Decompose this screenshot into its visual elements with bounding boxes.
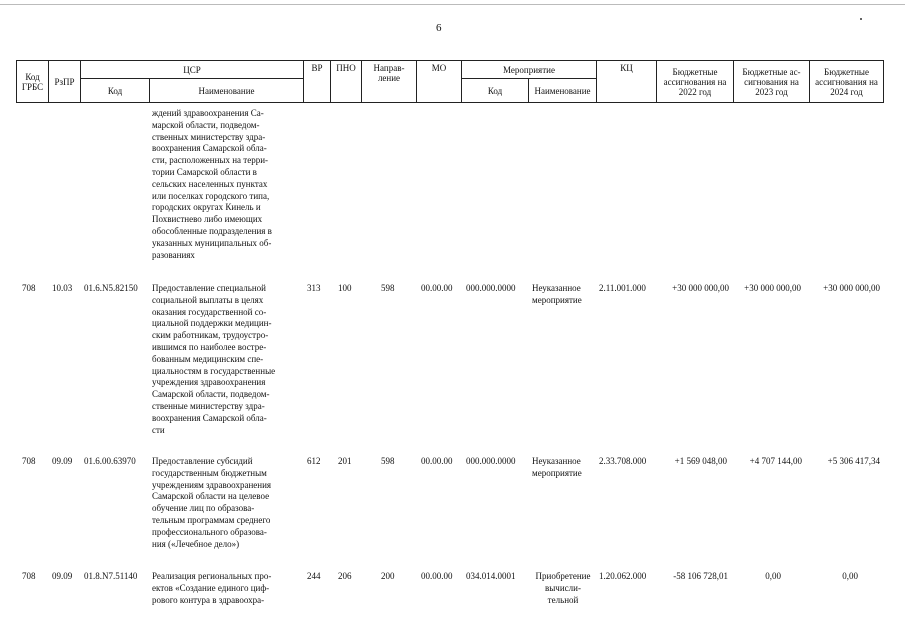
cell-csr-name (152, 456, 300, 550)
cell-vr: 313 (307, 283, 321, 293)
name-text-line: учреждения здравоохранения (152, 377, 266, 388)
page-number: 6 (436, 22, 442, 34)
cell-pno: 201 (338, 456, 352, 466)
cell-kc: 2.11.001.000 (599, 283, 646, 293)
cell-budget-2023: 0,00 (765, 571, 781, 581)
cell-budget-2024: +5 306 417,34 (827, 456, 880, 466)
name-text-line: Самарской области, подведом- (152, 389, 270, 400)
cell-csr-kod: 01.8.N7.51140 (84, 571, 138, 581)
header-budget-2024: Бюджетные ассигнования на 2024 год (809, 60, 884, 103)
cell-budget-2022: -58 106 728,01 (673, 571, 728, 581)
cell-mo: 00.00.00 (421, 283, 453, 293)
name-text-line: учреждениям здравоохранения (152, 479, 272, 490)
meropr-name-line: Приобретение (535, 571, 591, 581)
name-text-line: ждений здравоохранения Са- (152, 108, 264, 118)
cell-csr-kod: 01.6.N5.82150 (84, 283, 138, 293)
cell-napravlenie: 598 (381, 456, 395, 466)
cell-kc: 1.20.062.000 (599, 571, 647, 581)
scan-speck (860, 18, 862, 20)
cell-napravlenie: 200 (381, 571, 395, 581)
header-meropr-name: Наименование (528, 78, 597, 103)
cell-budget-2022: +1 569 048,00 (674, 456, 727, 466)
header-pno: ПНО (330, 60, 362, 103)
cell-meropr-name (532, 456, 582, 480)
meropr-name-line: вычисли- (545, 582, 581, 593)
cell-pno: 206 (338, 571, 352, 581)
cell-budget-2023: +30 000 000,00 (744, 283, 801, 293)
cell-rzpr: 09.09 (52, 456, 73, 466)
cell-meropr-kod: 000.000.0000 (466, 456, 516, 466)
cell-napravlenie: 598 (381, 283, 395, 293)
name-text-line: циальной поддержки медицин- (152, 318, 272, 329)
scan-top-edge (0, 4, 905, 5)
cell-csr-kod: 01.6.00.63970 (84, 456, 136, 466)
name-text-line: ским работникам, трудоустро- (152, 330, 269, 341)
name-text-line: оказания государственной со- (152, 306, 267, 317)
cell-kc: 2.33.708.000 (599, 456, 647, 466)
header-csr: ЦСР (80, 60, 304, 79)
cell-pno: 100 (338, 283, 352, 293)
cell-mo: 00.00.00 (421, 571, 453, 581)
name-text-line: профессионального образова- (152, 526, 267, 537)
meropr-name-line: тельной (547, 594, 579, 605)
name-text-line: ектов «Создание единого циф- (152, 582, 270, 593)
name-text-line: тории Самарской области в (152, 166, 257, 177)
name-text-line: воохранения Самарской обла- (152, 412, 267, 423)
name-text-line: разованиях (152, 249, 195, 260)
cell-budget-2024: 0,00 (842, 571, 858, 581)
name-text-line: или поселках городского типа, (152, 190, 270, 201)
name-text-line: ившимся по наиболее востре- (152, 341, 267, 352)
name-text-line: ния («Лечебное дело») (152, 538, 240, 549)
name-text-line: тельным программам среднего (152, 514, 271, 525)
cell-vr: 612 (307, 456, 321, 466)
meropr-name-line: мероприятие (532, 467, 582, 478)
name-text-line: обособленные подразделения в (152, 225, 272, 236)
name-text-line: Предоставление субсидий (152, 456, 253, 466)
name-text-line: рового контура в здравоохра- (152, 594, 265, 605)
cell-budget-2023: +4 707 144,00 (749, 456, 802, 466)
meropr-name-line: мероприятие (532, 294, 582, 305)
name-text-line: городских округах Кинель и (152, 202, 261, 213)
cell-meropr-kod: 000.000.0000 (466, 283, 516, 293)
name-text-line: бованным медицинским спе- (152, 353, 264, 364)
name-text-line: Предоставление специальной (152, 283, 266, 293)
header-budget-2023: Бюджетные ас-сигнования на 2023 год (733, 60, 810, 103)
cell-grbs: 708 (22, 456, 36, 466)
cell-csr-name (152, 283, 300, 436)
cell-vr: 244 (307, 571, 321, 581)
name-text-line: ственные министерству здра- (152, 400, 265, 411)
header-budget-2022: Бюджетные ассигнования на 2022 год (656, 60, 734, 103)
name-text-line: государственным бюджетным (152, 467, 267, 478)
cell-csr-name (152, 571, 300, 606)
cell-grbs: 708 (22, 571, 36, 581)
header-vr: ВР (303, 60, 331, 103)
cell-mo: 00.00.00 (421, 456, 453, 466)
cell-grbs: 708 (22, 283, 36, 293)
cell-budget-2024: +30 000 000,00 (823, 283, 880, 293)
header-kc: КЦ (596, 60, 657, 103)
header-csr-kod: Код (80, 78, 150, 103)
name-text-line: сельских населенных пунктах (152, 178, 268, 189)
name-text-line: Реализация региональных про- (152, 571, 272, 581)
header-csr-name: Наименование (149, 78, 304, 103)
name-text-line: ственных министерству здра- (152, 131, 266, 142)
cell-budget-2022: +30 000 000,00 (672, 283, 729, 293)
name-text-line: сти (152, 424, 165, 435)
meropr-name-line: Неуказанное (532, 456, 581, 466)
header-mo: МО (416, 60, 462, 103)
cell-rzpr: 09.09 (52, 571, 73, 581)
name-text-line: социальной выплаты в целях (152, 294, 264, 305)
header-meropr-kod: Код (461, 78, 529, 103)
name-text-line: Самарской области на целевое (152, 491, 270, 502)
name-text-line: марской области, подведом- (152, 119, 260, 130)
cell-meropr-name (532, 283, 582, 307)
continued-name-text (152, 108, 300, 261)
meropr-name-line: Неуказанное (532, 283, 581, 293)
cell-meropr-kod: 034.014.0001 (466, 571, 516, 581)
cell-meropr-name (528, 571, 598, 606)
header-napravlenie: Направ-ление (361, 60, 417, 103)
header-rzpr: РзПР (48, 60, 81, 103)
name-text-line: Похвистнево либо имеющих (152, 214, 263, 225)
name-text-line: сти, расположенных на терри- (152, 155, 269, 166)
name-text-line: указанных муниципальных об- (152, 237, 272, 248)
header-kod-grbs: Код ГРБС (16, 60, 49, 103)
cell-rzpr: 10.03 (52, 283, 73, 293)
name-text-line: циальностям в государственные (152, 365, 276, 376)
name-text-line: воохранения Самарской обла- (152, 143, 267, 154)
name-text-line: обучение лиц по образова- (152, 503, 255, 514)
header-meropriyatie: Мероприятие (461, 60, 597, 79)
